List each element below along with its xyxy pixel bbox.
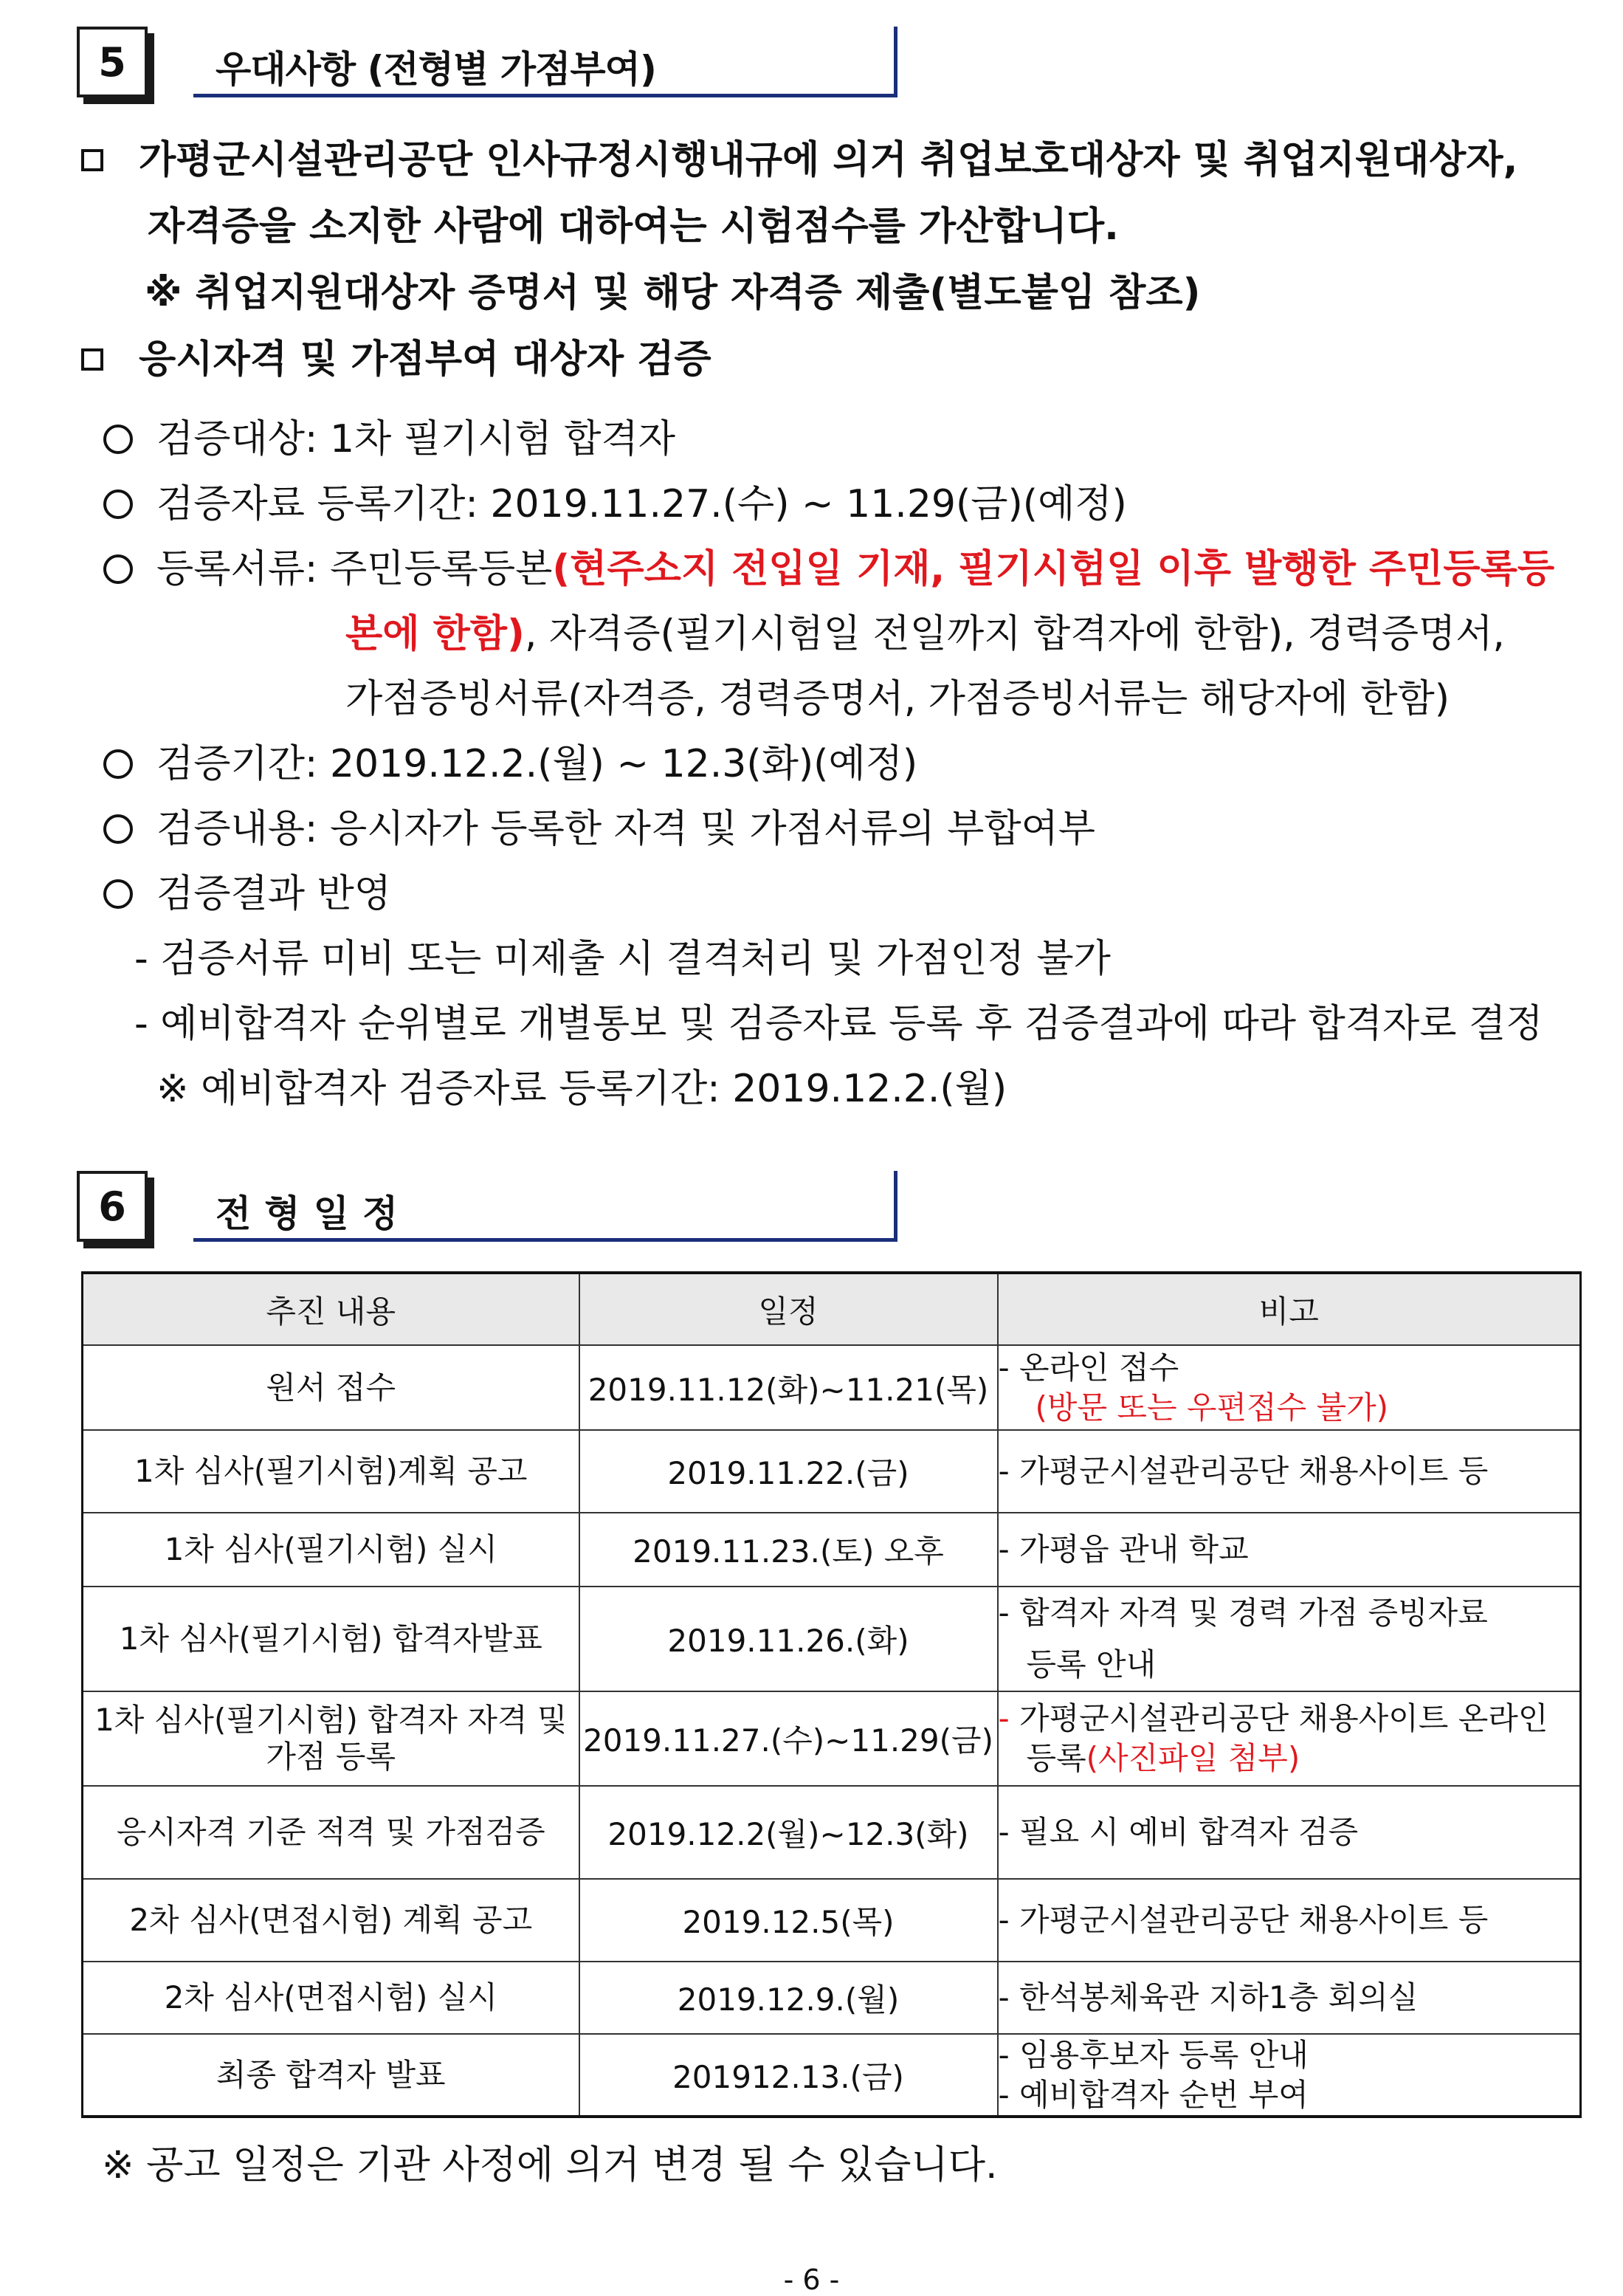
row-note bbox=[998, 1691, 1581, 1786]
task-line: 1차 심사(필기시험) 합격자 자격 및 bbox=[94, 1702, 568, 1738]
note-line-red: (방문 또는 우편접수 불가) bbox=[1035, 1389, 1389, 1426]
table-row bbox=[83, 1345, 1581, 1430]
row-date: 2019.11.27.(수)~11.29(금) bbox=[579, 1691, 998, 1786]
row-task: 1차 심사(필기시험) 합격자발표 bbox=[83, 1587, 579, 1691]
row-date: 201912.13.(금) bbox=[579, 2034, 998, 2117]
row-note bbox=[998, 2034, 1581, 2117]
table-row bbox=[83, 2034, 1581, 2117]
item-docs-line3: 가점증빙서류(자격증, 경력증명서, 가점증빙서류는 해당자에 한함) bbox=[345, 677, 1450, 721]
item-verify-period: 검증기간: 2019.12.2.(월) ~ 12.3(화)(예정) bbox=[156, 742, 918, 786]
section6-number: 6 bbox=[77, 1171, 148, 1242]
item-target: 검증대상: 1차 필기시험 합격자 bbox=[156, 417, 675, 461]
note-text: 등록 bbox=[1026, 1740, 1086, 1776]
section6-title: 전형일정 bbox=[216, 1192, 412, 1235]
note-dash-red: - bbox=[998, 1700, 1010, 1736]
square-bullet-icon bbox=[81, 149, 103, 171]
row-date: 2019.12.5(목) bbox=[579, 1879, 998, 1962]
result-note: ※ 예비합격자 검증자료 등록기간: 2019.12.2.(월) bbox=[156, 1067, 1007, 1111]
square-bullet-icon bbox=[81, 348, 103, 371]
row-date: 2019.12.9.(월) bbox=[579, 1962, 998, 2034]
circle-bullet-icon bbox=[103, 554, 133, 584]
table-row bbox=[83, 1430, 1581, 1513]
circle-bullet-icon bbox=[103, 489, 133, 519]
row-note: - 가평군시설관리공단 채용사이트 등 bbox=[998, 1430, 1581, 1513]
table-row bbox=[83, 1962, 1581, 2034]
header-task: 추진 내용 bbox=[83, 1273, 579, 1345]
row-date: 2019.11.23.(토) 오후 bbox=[579, 1513, 998, 1587]
header-date: 일정 bbox=[579, 1273, 998, 1345]
row-note: - 가평읍 관내 학교 bbox=[998, 1513, 1581, 1587]
docs-prefix: 등록서류: 주민등록등본 bbox=[156, 547, 553, 591]
circle-bullet-icon bbox=[103, 814, 133, 844]
table-row bbox=[83, 1513, 1581, 1587]
result-dash2: - 예비합격자 순위별로 개별통보 및 검증자료 등록 후 검증결과에 따라 합격자로 결정 bbox=[134, 1002, 1543, 1046]
note-line: - 예비합격자 순번 부여 bbox=[998, 2076, 1309, 2113]
docs-red1: (현주소지 전입일 기재, 필기시험일 이후 발행한 주민등록등 bbox=[552, 547, 1555, 591]
table-row bbox=[83, 1691, 1581, 1786]
circle-bullet-icon bbox=[103, 749, 133, 779]
row-date: 2019.11.22.(금) bbox=[579, 1430, 998, 1513]
row-task: 1차 심사(필기시험) 실시 bbox=[83, 1513, 579, 1587]
row-task: 최종 합격자 발표 bbox=[83, 2034, 579, 2117]
note-line: - 온라인 접수 bbox=[998, 1349, 1179, 1386]
note-line: 등록 안내 bbox=[1026, 1646, 1157, 1683]
section5-title: 우대사항 (전형별 가점부여) bbox=[216, 48, 656, 91]
row-task: 원서 접수 bbox=[83, 1345, 579, 1430]
row-task bbox=[83, 1691, 579, 1786]
section5-title-box bbox=[193, 27, 897, 97]
bullet1-line1: 가평군시설관리공단 인사규정시행내규에 의거 취업보호대상자 및 취업지원대상자, bbox=[139, 138, 1518, 182]
note-line bbox=[999, 1699, 1580, 1739]
table-row bbox=[83, 1587, 1581, 1691]
row-task: 2차 심사(면접시험) 실시 bbox=[83, 1962, 579, 2034]
note-red: (사진파일 첨부) bbox=[1086, 1740, 1300, 1776]
row-task: 2차 심사(면접시험) 계획 공고 bbox=[83, 1879, 579, 1962]
row-note: - 필요 시 예비 합격자 검증 bbox=[998, 1786, 1581, 1879]
page-number: - 6 - bbox=[783, 2264, 840, 2296]
table-row bbox=[83, 1879, 1581, 1962]
docs-red2: 본에 한함) bbox=[345, 612, 525, 656]
row-note: - 가평군시설관리공단 채용사이트 등 bbox=[998, 1879, 1581, 1962]
bullet1-line2: 자격증을 소지한 사람에 대하여는 시험점수를 가산합니다. bbox=[148, 204, 1119, 249]
circle-bullet-icon bbox=[103, 879, 133, 909]
task-line: 가점 등록 bbox=[266, 1739, 396, 1775]
schedule-footer-note: ※ 공고 일정은 기관 사정에 의거 변경 될 수 있습니다. bbox=[102, 2143, 998, 2187]
docs-rest2: , 자격증(필기시험일 전일까지 합격자에 한함), 경력증명서, bbox=[524, 612, 1505, 656]
schedule-table bbox=[81, 1271, 1582, 2118]
table-header-row bbox=[83, 1273, 1581, 1345]
row-note bbox=[998, 1345, 1581, 1430]
table-row bbox=[83, 1786, 1581, 1879]
item-reg-period: 검증자료 등록기간: 2019.11.27.(수) ~ 11.29(금)(예정) bbox=[156, 482, 1127, 526]
note-line: - 합격자 자격 및 경력 가점 증빙자료 bbox=[998, 1595, 1488, 1631]
note-text: 가평군시설관리공단 채용사이트 온라인 bbox=[1009, 1700, 1548, 1736]
row-note: - 한석봉체육관 지하1층 회의실 bbox=[998, 1962, 1581, 2034]
row-task: 1차 심사(필기시험)계획 공고 bbox=[83, 1430, 579, 1513]
section6-header bbox=[77, 1171, 897, 1252]
row-date: 2019.12.2(월)~12.3(화) bbox=[579, 1786, 998, 1879]
item-docs-line2 bbox=[345, 611, 1505, 657]
circle-bullet-icon bbox=[103, 425, 133, 454]
note-line bbox=[999, 1739, 1580, 1778]
row-note bbox=[998, 1587, 1581, 1691]
item-verify-content: 검증내용: 응시자가 등록한 자격 및 가점서류의 부합여부 bbox=[156, 807, 1096, 851]
bullet1-note: ※ 취업지원대상자 증명서 및 해당 자격증 제출(별도붙임 참조) bbox=[145, 271, 1201, 315]
section5-number: 5 bbox=[77, 27, 148, 97]
section6-title-box bbox=[193, 1171, 897, 1242]
row-date: 2019.11.12(화)~11.21(목) bbox=[579, 1345, 998, 1430]
item-result: 검증결과 반영 bbox=[156, 872, 391, 916]
row-task: 응시자격 기준 적격 및 가점검증 bbox=[83, 1786, 579, 1879]
note-line: - 임용후보자 등록 안내 bbox=[998, 2036, 1309, 2073]
bullet2-text: 응시자격 및 가점부여 대상자 검증 bbox=[139, 337, 711, 382]
row-date: 2019.11.26.(화) bbox=[579, 1587, 998, 1691]
item-docs-line1 bbox=[156, 546, 1554, 592]
result-dash1: - 검증서류 미비 또는 미제출 시 결격처리 및 가점인정 불가 bbox=[134, 937, 1111, 981]
section5-header bbox=[77, 27, 897, 108]
header-note: 비고 bbox=[998, 1273, 1581, 1345]
